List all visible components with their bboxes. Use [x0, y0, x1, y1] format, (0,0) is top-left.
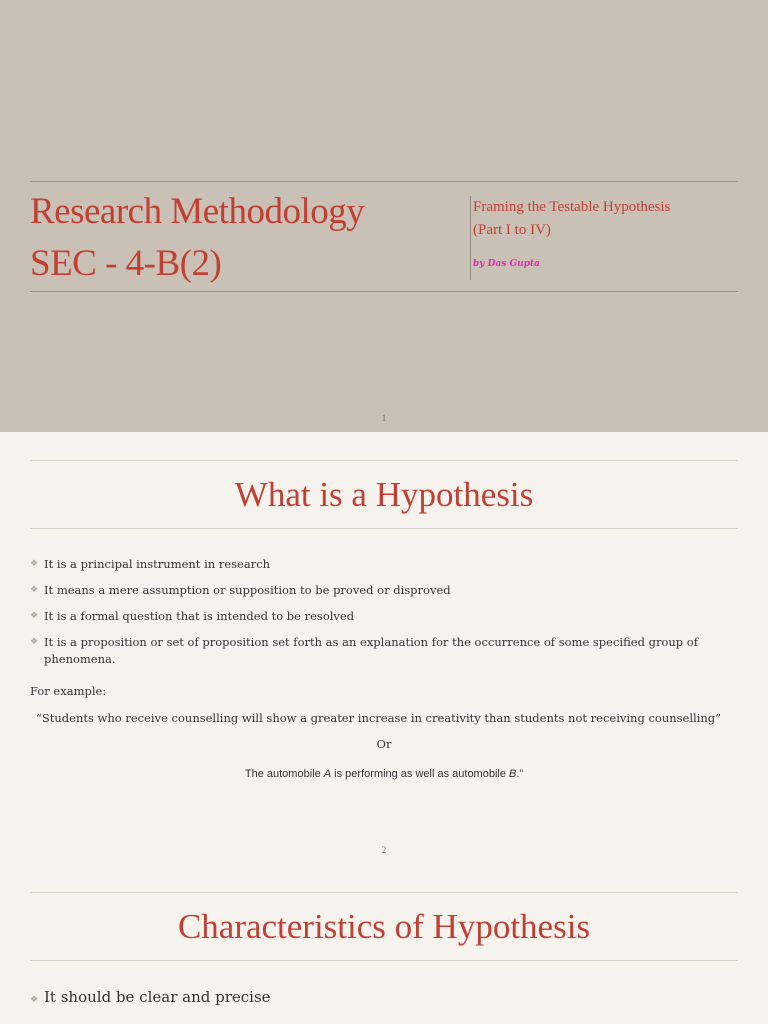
bullet-list [30, 556, 730, 677]
diamond-bullet-icon: ❖ [30, 559, 39, 569]
page-number: 2 [381, 845, 387, 855]
top-rule [30, 181, 738, 182]
subtitle-line-2: (Part I to IV) [473, 222, 551, 238]
list-item: ❖ It is a formal question that is intended to be resolved [30, 609, 355, 623]
heading-rule [30, 528, 738, 529]
example-quote: “Students who receive counselling will show a greater increase in creativity than students not receiving counselling” [36, 711, 722, 725]
list-item: ❖ It should be clear and precise [30, 986, 730, 1008]
or-text: Or [376, 737, 392, 751]
top-rule [30, 892, 738, 893]
main-title-line-1: Research Methodology [30, 191, 365, 232]
author-credit: by Das Gupta [473, 259, 541, 269]
list-item: ❖ It is a principal instrument in research [30, 557, 271, 571]
heading-rule [30, 960, 738, 961]
slide-heading: What is a Hypothesis [234, 475, 534, 514]
example-label: For example: [30, 684, 107, 698]
main-title-line-2: SEC - 4-B(2) [30, 243, 222, 284]
diamond-bullet-icon: ❖ [30, 585, 39, 595]
list-item: ❖ It is a proposition or set of proposition set forth as an explanation for the occurrence of some specified group of phenomena. [30, 635, 698, 666]
slide-heading: Characteristics of Hypothesis [177, 907, 591, 946]
subtitle-line-1: Framing the Testable Hypothesis [473, 199, 671, 215]
top-rule [30, 460, 738, 461]
list-item: ❖ It means a mere assumption or supposition to be proved or disproved [30, 583, 451, 597]
characteristics-slide [0, 864, 768, 1024]
bullet-list [30, 986, 730, 1017]
page-number: 1 [381, 413, 387, 423]
diamond-bullet-icon: ❖ [30, 637, 39, 647]
title-slide [0, 0, 768, 432]
diamond-bullet-icon: ❖ [30, 995, 39, 1005]
example-two: The automobile A is performing as well as automobile B.” [244, 768, 524, 780]
vertical-divider [470, 196, 471, 280]
diamond-bullet-icon: ❖ [30, 611, 39, 621]
hypothesis-slide [0, 432, 768, 864]
bottom-rule [30, 291, 738, 292]
